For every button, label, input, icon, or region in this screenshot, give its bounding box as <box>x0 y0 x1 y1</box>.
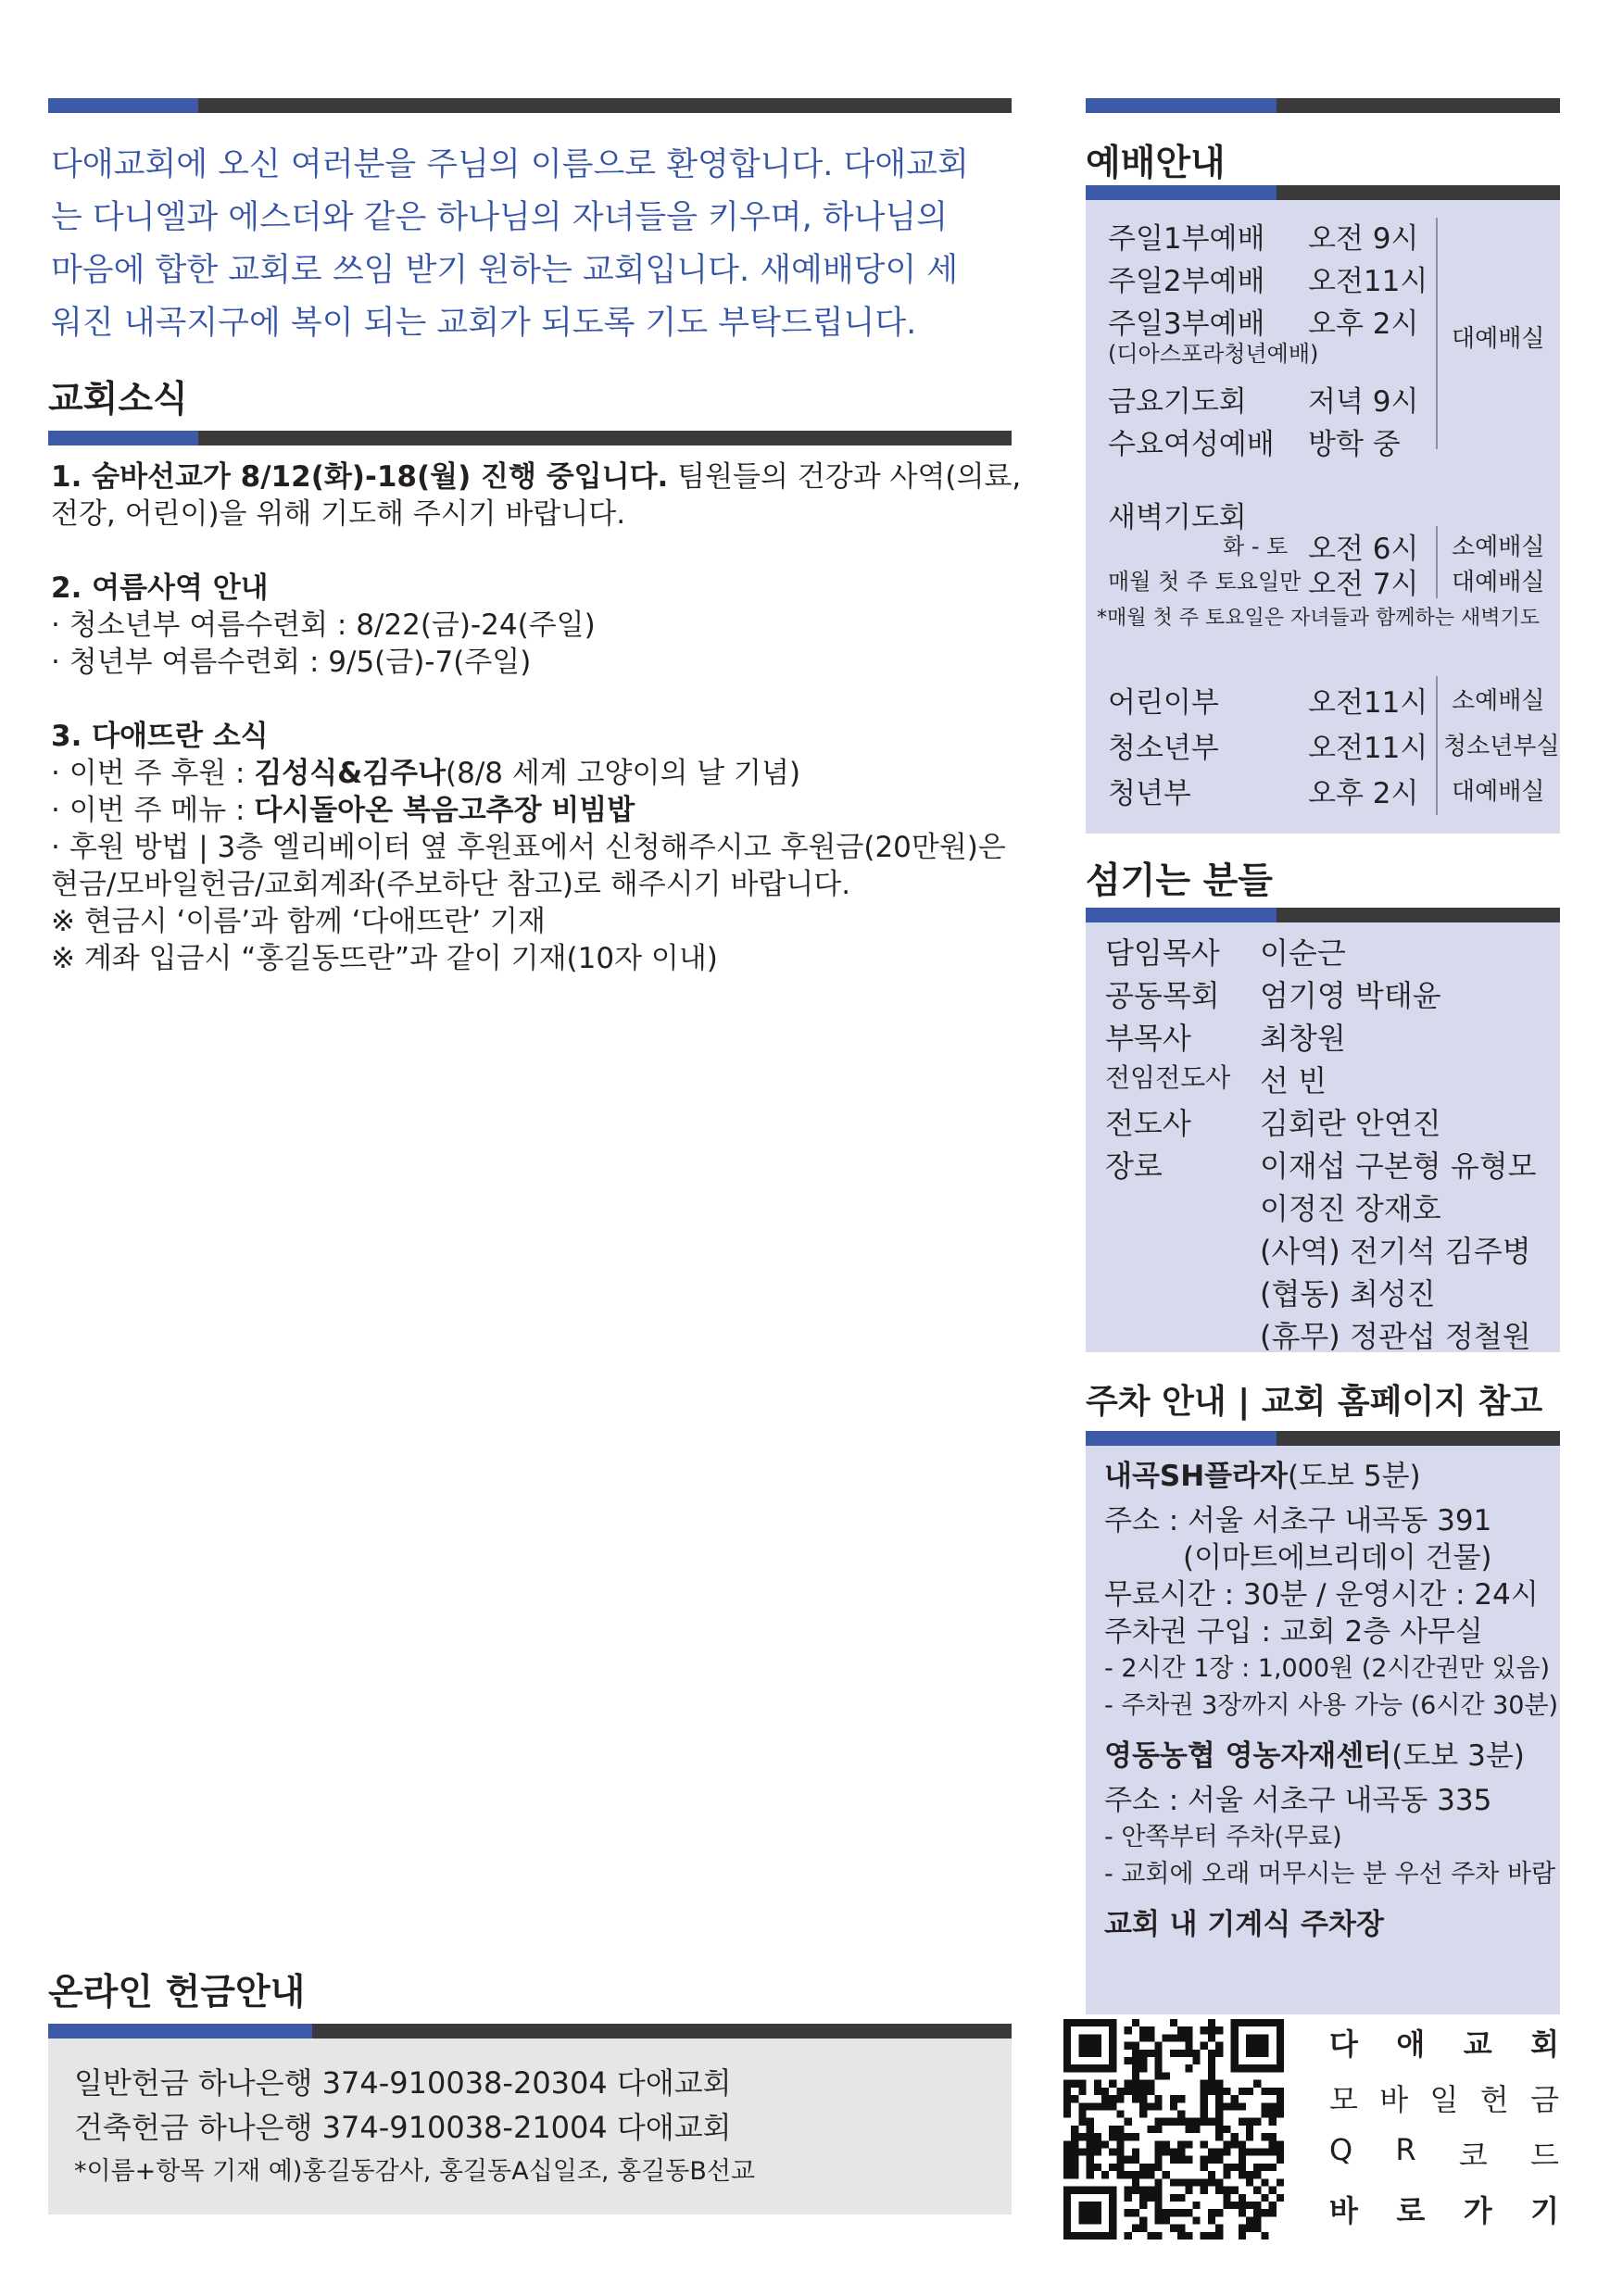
sponsor-method: 현금/모바일헌금/교회계좌(주보하단 참고)로 해주시기 바랍니다. <box>51 868 851 901</box>
news-item-2 <box>51 570 1024 681</box>
parking-ticket: 주차권 구입 : 교회 2층 사무실 <box>1104 1615 1483 1649</box>
servant-people: 이순근 <box>1260 935 1346 971</box>
offering-bar <box>48 2024 1012 2039</box>
news-item-2-line: · 청년부 여름수련회 : 9/5(금)-7(주일) <box>51 646 532 679</box>
parking-place-name: 영동농협 영농자재센터 <box>1104 1739 1392 1773</box>
worship-name: 수요여성예배 <box>1108 428 1275 461</box>
worship-place: 대예배실 <box>1452 325 1545 353</box>
qr-caption-char: 드 <box>1530 2138 1559 2173</box>
qr-caption-char: 기 <box>1530 2193 1559 2228</box>
qr-caption-char: R <box>1395 2132 1416 2167</box>
sponsor-note-account: ※ 계좌 입금시 “홍길동뜨란”과 같이 기재(10자 이내) <box>51 942 718 975</box>
parking-ticket-detail: - 주차권 3장까지 사용 가능 (6시간 30분) <box>1104 1691 1559 1720</box>
welcome-line: 는 다니엘과 에스더와 같은 하나님의 자녀들을 키우며, 하나님의 <box>51 199 949 236</box>
qr-caption-char: 바 <box>1329 2193 1358 2228</box>
dawn-name: 새벽기도회 <box>1108 501 1247 534</box>
servant-people: 선 빈 <box>1260 1063 1327 1098</box>
servant-people: 엄기영 박태윤 <box>1260 978 1441 1013</box>
offering-account-building: 건축헌금 하나은행 374-910038-21004 다애교회 <box>74 2110 732 2145</box>
parking-place-name: 교회 내 기계식 주차장 <box>1104 1908 1384 1941</box>
servant-role: 공동목회 <box>1105 978 1220 1013</box>
welcome-line: 워진 내곡지구에 복이 되는 교회가 되도록 기도 부탁드립니다. <box>51 305 917 342</box>
servants-title: 섬기는 분들 <box>1086 860 1273 902</box>
qr-caption-line <box>1329 2021 1559 2064</box>
news-item-3-title: 3. 다애뜨란 소식 <box>51 720 269 753</box>
worship-name: 주일3부예배 <box>1108 307 1265 341</box>
welcome-line: 다애교회에 오신 여러분을 주님의 이름으로 환영합니다. 다애교회 <box>51 146 969 183</box>
parking-bar <box>1086 1431 1560 1446</box>
menu-name: 다시돌아온 복음고추장 비빔밥 <box>254 794 635 827</box>
qr-caption-char: 모 <box>1329 2082 1358 2117</box>
offering-title: 온라인 헌금안내 <box>48 1972 306 2014</box>
worship-name: 주일2부예배 <box>1108 265 1265 298</box>
news-item-1 <box>51 458 1024 533</box>
department-time: 오전11시 <box>1308 686 1428 720</box>
servant-role: 담임목사 <box>1105 935 1220 971</box>
department-name: 청년부 <box>1108 777 1191 810</box>
offering-account-general: 일반헌금 하나은행 374-910038-20304 다애교회 <box>74 2065 732 2101</box>
worship-time: 저녁 9시 <box>1308 385 1419 419</box>
parking-place-name: 내곡SH플라자 <box>1104 1460 1289 1493</box>
qr-caption-char: 교 <box>1463 2026 1492 2062</box>
dawn-label: 화 - 토 <box>1223 533 1289 559</box>
qr-caption-line <box>1329 2076 1559 2119</box>
worship-name: 주일1부예배 <box>1108 222 1265 256</box>
worship-title: 예배안내 <box>1086 143 1226 184</box>
servant-people: (사역) 전기석 김주병 <box>1260 1234 1531 1269</box>
parking-address: 주소 : 서울 서초구 내곡동 391 <box>1104 1504 1492 1537</box>
sponsor-names: 김성식&김주나 <box>254 757 447 790</box>
news-bar <box>48 431 1012 445</box>
department-time: 오후 2시 <box>1308 777 1419 810</box>
dawn-place: 소예배실 <box>1452 533 1545 561</box>
servant-role: 부목사 <box>1105 1021 1191 1056</box>
dawn-time: 오전 7시 <box>1308 568 1419 601</box>
sponsor-method: · 후원 방법 | 3층 엘리베이터 옆 후원표에서 신청해주시고 후원금(20만원)은 <box>51 831 1006 864</box>
offering-note: *이름+항목 기재 예)홍길동감사, 홍길동A십일조, 홍길동B선교 <box>74 2157 756 2186</box>
worship-bar <box>1086 185 1560 200</box>
dawn-time: 오전 6시 <box>1308 533 1419 566</box>
dawn-label: 매월 첫 주 토요일만 <box>1108 569 1302 595</box>
servant-role: 장로 <box>1105 1148 1163 1184</box>
divider <box>1436 218 1438 449</box>
worship-time: 오후 2시 <box>1308 307 1419 341</box>
department-place: 대예배실 <box>1452 778 1545 806</box>
qr-caption-char: 다 <box>1329 2026 1358 2062</box>
qr-caption-line <box>1329 2132 1559 2175</box>
news-item-3 <box>51 718 1024 977</box>
sponsor-label: · 이번 주 후원 : <box>51 757 255 790</box>
worship-time: 오전 9시 <box>1308 222 1419 256</box>
news-item-2-line: · 청소년부 여름수련회 : 8/22(금)-24(주일) <box>51 609 596 642</box>
department-place: 청소년부실 <box>1443 733 1560 760</box>
worship-subtitle: (디아스포라청년예배) <box>1108 341 1319 367</box>
welcome-message <box>51 139 1014 350</box>
department-place: 소예배실 <box>1452 687 1545 715</box>
welcome-line: 마음에 합한 교회로 쓰임 받기 원하는 교회입니다. 새예배당이 세 <box>51 252 959 289</box>
news-item-1-text: 팀원들의 건강과 사역(의료, <box>668 460 1022 494</box>
news-item-1-headline: 1. 숨바선교가 8/12(화)-18(월) 진행 중입니다. <box>51 460 669 494</box>
qr-caption-char: 바 <box>1379 2082 1409 2117</box>
servant-people: 이정진 장재호 <box>1260 1191 1441 1226</box>
qr-caption-char: 코 <box>1458 2138 1488 2173</box>
sponsor-note: (8/8 세계 고양이의 날 기념) <box>446 757 801 790</box>
qr-caption-char: Q <box>1329 2132 1353 2167</box>
servant-people: 이재섭 구본형 유형모 <box>1260 1148 1537 1184</box>
servant-people: 김회란 안연진 <box>1260 1106 1441 1141</box>
servants-bar <box>1086 908 1560 922</box>
worship-name: 금요기도회 <box>1108 385 1247 419</box>
servant-people: (협동) 최성진 <box>1260 1276 1436 1311</box>
parking-title: 주차 안내 | 교회 홈페이지 참고 <box>1086 1383 1543 1421</box>
qr-caption-line <box>1329 2188 1559 2230</box>
servant-role: 전임전도사 <box>1105 1062 1231 1093</box>
parking-address: 주소 : 서울 서초구 내곡동 335 <box>1104 1784 1492 1817</box>
dawn-note: *매월 첫 주 토요일은 자녀들과 함께하는 새벽기도 <box>1097 607 1541 630</box>
sponsor-note-cash: ※ 현금시 ‘이름’과 함께 ‘다애뜨란’ 기재 <box>51 905 546 938</box>
divider <box>1436 526 1438 598</box>
parking-address-detail: (이마트에브리데이 건물) <box>1183 1541 1492 1575</box>
qr-caption-char: 애 <box>1396 2026 1426 2062</box>
news-item-2-title: 2. 여름사역 안내 <box>51 571 269 605</box>
department-time: 오전11시 <box>1308 732 1428 765</box>
divider <box>1436 676 1438 815</box>
welcome-top-bar <box>48 98 1012 113</box>
parking-note: - 교회에 오래 머무시는 분 우선 주차 바람 <box>1104 1860 1556 1888</box>
worship-time: 방학 중 <box>1308 428 1401 461</box>
parking-note: - 안쪽부터 주차(무료) <box>1104 1823 1342 1851</box>
worship-top-bar <box>1086 98 1560 113</box>
news-title: 교회소식 <box>48 379 188 420</box>
worship-time: 오전11시 <box>1308 265 1428 298</box>
servant-people: (휴무) 정관섭 정철원 <box>1260 1319 1531 1354</box>
news-list <box>51 458 1024 1014</box>
parking-ticket-detail: - 2시간 1장 : 1,000원 (2시간권만 있음) <box>1104 1654 1551 1683</box>
department-name: 어린이부 <box>1108 686 1219 720</box>
qr-caption-char: 금 <box>1530 2082 1559 2117</box>
servant-people: 최창원 <box>1260 1021 1346 1056</box>
department-name: 청소년부 <box>1108 732 1219 765</box>
qr-caption-char: 헌 <box>1479 2082 1509 2117</box>
parking-hours: 무료시간 : 30분 / 운영시간 : 24시 <box>1104 1578 1539 1612</box>
menu-label: · 이번 주 메뉴 : <box>51 794 255 827</box>
qr-caption-char: 가 <box>1463 2193 1492 2228</box>
news-item-1-text: 전강, 어린이)을 위해 기도해 주시기 바랍니다. <box>51 497 626 531</box>
qr-code-icon[interactable] <box>1063 2019 1284 2240</box>
dawn-place: 대예배실 <box>1452 569 1545 596</box>
parking-info <box>1104 1447 1567 1943</box>
servant-role: 전도사 <box>1105 1106 1191 1141</box>
parking-walk-time: (도보 5분) <box>1288 1460 1421 1493</box>
offering-info <box>74 2061 755 2194</box>
parking-walk-time: (도보 3분) <box>1391 1739 1525 1773</box>
qr-caption-char: 회 <box>1530 2026 1559 2062</box>
qr-caption-char: 일 <box>1429 2082 1459 2117</box>
qr-caption-char: 로 <box>1396 2193 1426 2228</box>
